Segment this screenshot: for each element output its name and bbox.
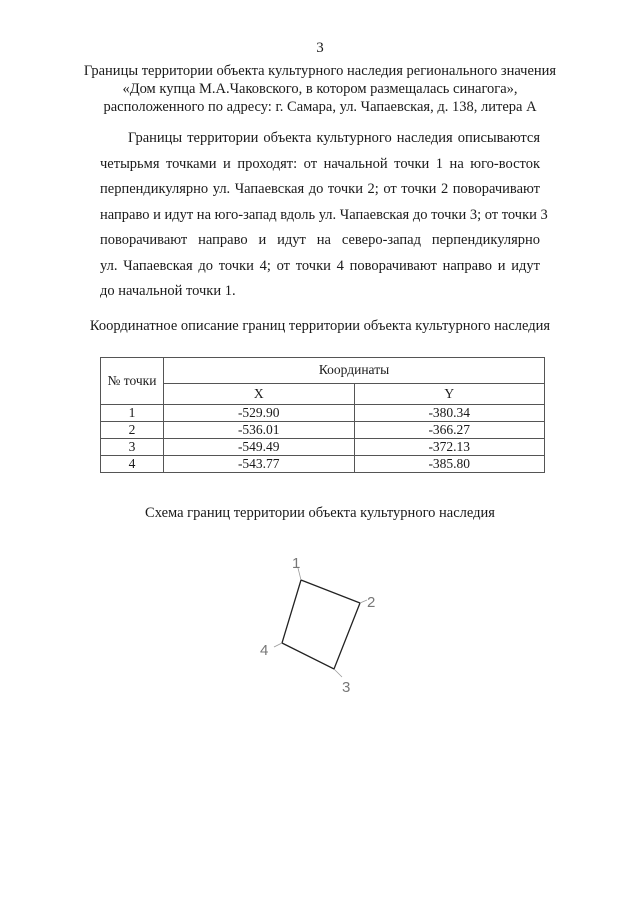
- cell-point: 4: [101, 456, 164, 473]
- description-line: ул. Чапаевская до точки 4; от точки 4 поворачивают направо и идут: [100, 257, 540, 274]
- page-number: 3: [316, 40, 324, 56]
- scheme-heading: Схема границ территории объекта культурного наследия: [145, 505, 495, 521]
- point-3-leader: [334, 669, 342, 677]
- cell-point: 1: [101, 405, 164, 422]
- boundary-polygon: [282, 580, 360, 669]
- cell-point: 2: [101, 422, 164, 439]
- cell-x: -529.90: [164, 405, 355, 422]
- cell-x: -543.77: [164, 456, 355, 473]
- header-coordinates: Координаты: [164, 358, 545, 384]
- title-line-2: «Дом купца М.А.Чаковского, в котором размещалась синагога»,: [122, 81, 518, 97]
- description-line: до начальной точки 1.: [100, 283, 236, 299]
- table-row: [101, 405, 545, 422]
- coordinates-table: [100, 357, 545, 473]
- header-point-number: № точки: [101, 358, 164, 405]
- description-line: четырьмя точками и проходят: от начальной точки 1 на юго-восток: [100, 155, 540, 172]
- point-4-leader: [274, 643, 282, 647]
- point-2-leader: [360, 600, 367, 603]
- document-title: [60, 62, 580, 116]
- cell-x: -536.01: [164, 422, 355, 439]
- point-label-4: 4: [260, 642, 269, 659]
- description-line: направо и идут на юго-запад вдоль ул. Чапаевская до точки 3; от точки 3: [100, 206, 548, 223]
- table-row: [101, 456, 545, 473]
- title-line-3: расположенного по адресу: г. Самара, ул. Чапаевская, д. 138, литера А: [103, 99, 537, 115]
- cell-y: -372.13: [354, 439, 545, 456]
- coordinates-heading: Координатное описание границ территории объекта культурного наследия: [89, 318, 551, 334]
- point-label-1: 1: [292, 555, 301, 572]
- boundary-description: [100, 126, 548, 305]
- cell-y: -366.27: [354, 422, 545, 439]
- description-line: перпендикулярно ул. Чапаевская до точки 2; от точки 2 поворачивают: [100, 181, 540, 197]
- boundary-scheme: [250, 550, 390, 700]
- title-line-1: Границы территории объекта культурного наследия регионального значения: [83, 63, 557, 79]
- description-line: поворачивают направо и идут на северо-запад перпендикулярно: [100, 232, 540, 248]
- cell-x: -549.49: [164, 439, 355, 456]
- cell-y: -385.80: [354, 456, 545, 473]
- cell-point: 3: [101, 439, 164, 456]
- header-y: Y: [354, 383, 545, 404]
- table-row: [101, 422, 545, 439]
- table-row: [101, 439, 545, 456]
- description-line: Границы территории объекта культурного наследия описываются: [128, 130, 540, 146]
- point-label-2: 2: [367, 594, 376, 611]
- point-label-3: 3: [342, 679, 351, 696]
- cell-y: -380.34: [354, 405, 545, 422]
- header-x: X: [164, 383, 355, 404]
